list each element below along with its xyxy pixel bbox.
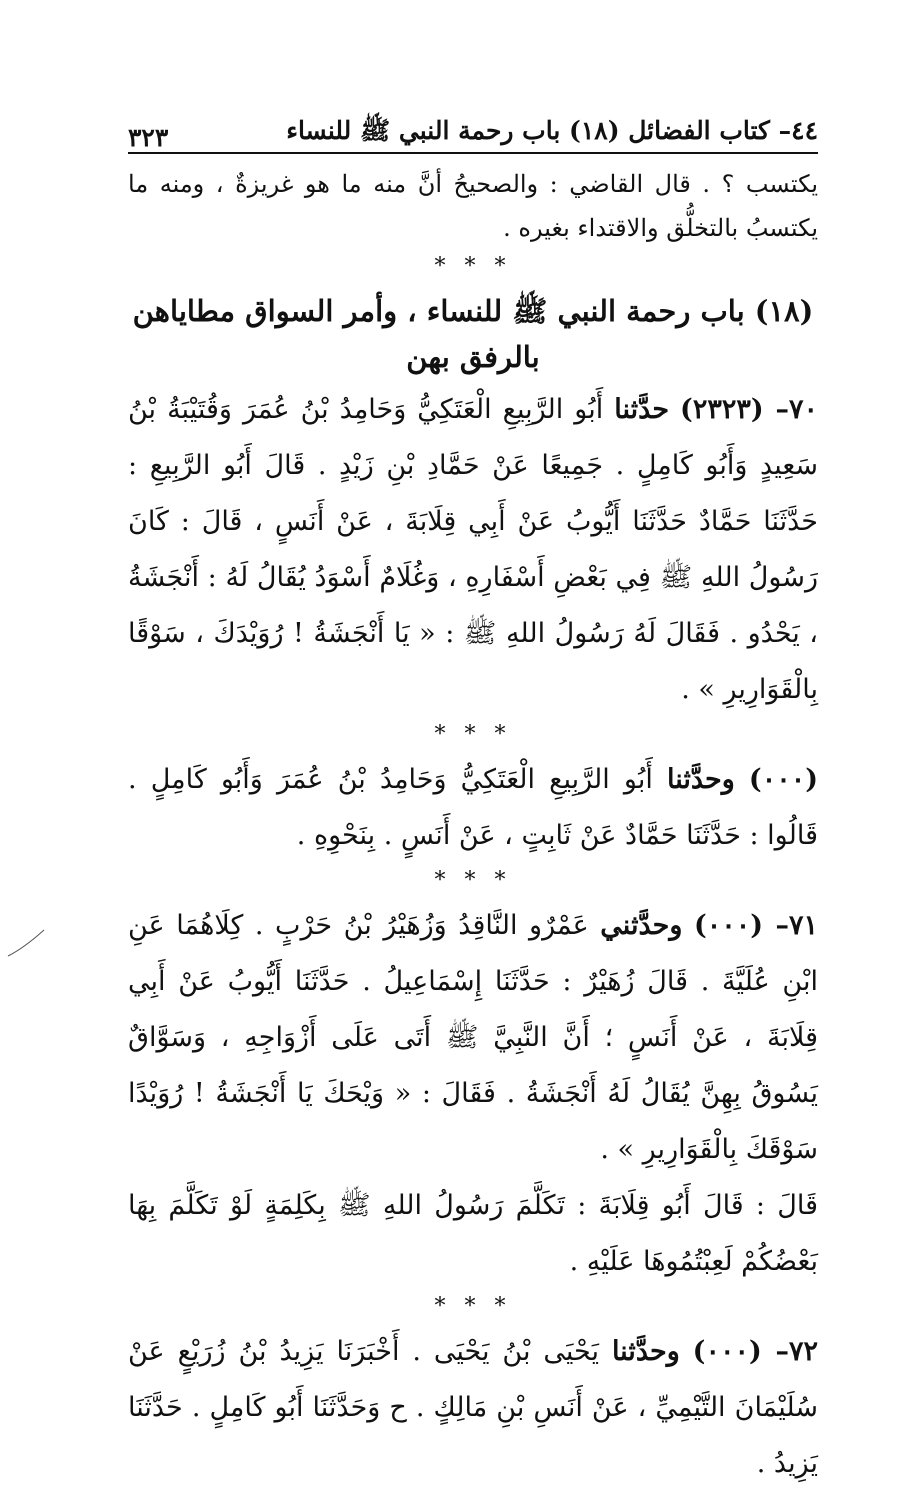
hadith-71-continuation: قَالَ : قَالَ أَبُو قِلَابَةَ : تَكَلَّمَ رَسُولُ اللهِ ﷺ بِكَلِمَةٍ لَوْ تَكَلَّمَ بِهَا بَعْضُكُمْ لَعِبْتُمُوهَا عَلَيْهِ . — [128, 1190, 818, 1277]
page-body — [128, 162, 818, 1492]
running-header — [128, 108, 818, 152]
hadith-number: ٧٠– (٢٣٢٣) — [680, 394, 818, 425]
hadith-text: أَبُو الرَّبِيعِ الْعَتَكِيُّ وَحَامِدُ بْنُ عُمَرَ وَقُتَيْبَةُ بْنُ سَعِيدٍ وَأَبُو كَامِلٍ . جَمِيعًا عَنْ حَمَّادِ بْنِ زَيْدٍ . قَالَ أَبُو الرَّبِيعِ : حَدَّثَنَا حَمَّادٌ حَدَّثَنَا أَيُّوبُ عَنْ أَبِي قِلَابَةَ ، عَنْ أَنَسٍ ، قَالَ : كَانَ رَسُولُ اللهِ ﷺ فِي بَعْضِ أَسْفَارِهِ ، وَغُلَامٌ أَسْوَدُ يُقَالُ لَهُ : أَنْجَشَةُ ، يَحْدُو . فَقَالَ لَهُ رَسُولُ اللهِ ﷺ : « يَا أَنْجَشَةُ ! رُوَيْدَكَ ، سَوْقًا بِالْقَوَارِيرِ » . — [128, 394, 818, 705]
header-rule — [128, 152, 818, 154]
separator-stars: * * * — [434, 868, 512, 893]
hadith-text: أَبُو الرَّبِيعِ الْعَتَكِيُّ وَحَامِدُ بْنُ عُمَرَ وَأَبُو كَامِلٍ . قَالُوا : حَدَّثَنَا حَمَّادٌ عَنْ ثَابِتٍ ، عَنْ أَنَسٍ . بِنَحْوِهِ . — [128, 764, 818, 851]
hadith-lead: وحدَّثني — [600, 910, 683, 941]
separator-stars: * * * — [434, 1294, 512, 1319]
hadith-70-variant — [128, 752, 818, 864]
separator-stars: * * * — [434, 254, 512, 279]
page-number: ٣٢٣ — [128, 123, 169, 152]
hadith-text: يَحْيَى بْنُ يَحْيَى . أَخْبَرَنَا يَزِيدُ بْنُ زُرَيْعٍ عَنْ سُلَيْمَانَ التَّيْمِيِّ ، عَنْ أَنَسِ بْنِ مَالِكٍ . ح وَحَدَّثَنَا أَبُو كَامِلٍ . حَدَّثَنَا يَزِيدُ . — [128, 1336, 818, 1479]
hadith-70 — [128, 382, 818, 718]
hadith-lead: وحدَّثنا — [666, 764, 735, 795]
scan-stray-mark — [6, 926, 46, 960]
hadith-number: ٧٢– (٠٠٠) — [692, 1336, 818, 1367]
hadith-lead: وحدَّثنا — [611, 1336, 680, 1367]
intro-paragraph: يكتسب ؟ . قال القاضي : والصحيحُ أنَّ منه ما هو غريزةٌ ، ومنه ما يكتسبُ بالتخلُّق والاقتداء بغيره . — [128, 170, 818, 242]
hadith-72 — [128, 1324, 818, 1492]
chapter-title: (١٨) باب رحمة النبي ﷺ للنساء ، وأمر السواق مطاياهن بالرفق بهن — [132, 294, 814, 374]
running-title: ٤٤– كتاب الفضائل (١٨) باب رحمة النبي ﷺ للنساء — [286, 116, 818, 145]
hadith-number: ٧١– (٠٠٠) — [693, 910, 818, 941]
hadith-text: عَمْرٌو النَّاقِدُ وَزُهَيْرُ بْنُ حَرْبٍ . كِلَاهُمَا عَنِ ابْنِ عُلَيَّةَ . قَالَ زُهَيْرٌ : حَدَّثَنَا إِسْمَاعِيلُ . حَدَّثَنَا أَيُّوبُ عَنْ أَبِي قِلَابَةَ ، عَنْ أَنَسٍ ؛ أَنَّ النَّبِيَّ ﷺ أَتَى عَلَى أَزْوَاجِهِ ، وَسَوَّاقٌ يَسُوقُ بِهِنَّ يُقَالُ لَهُ أَنْجَشَةُ . فَقَالَ : « وَيْحَكَ يَا أَنْجَشَةُ ! رُوَيْدًا سَوْقَكَ بِالْقَوَارِيرِ » . — [128, 910, 818, 1165]
hadith-71 — [128, 898, 818, 1178]
hadith-number: (٠٠٠) — [748, 764, 818, 795]
separator-stars: * * * — [434, 722, 512, 747]
hadith-lead: حدَّثنا — [614, 394, 670, 425]
